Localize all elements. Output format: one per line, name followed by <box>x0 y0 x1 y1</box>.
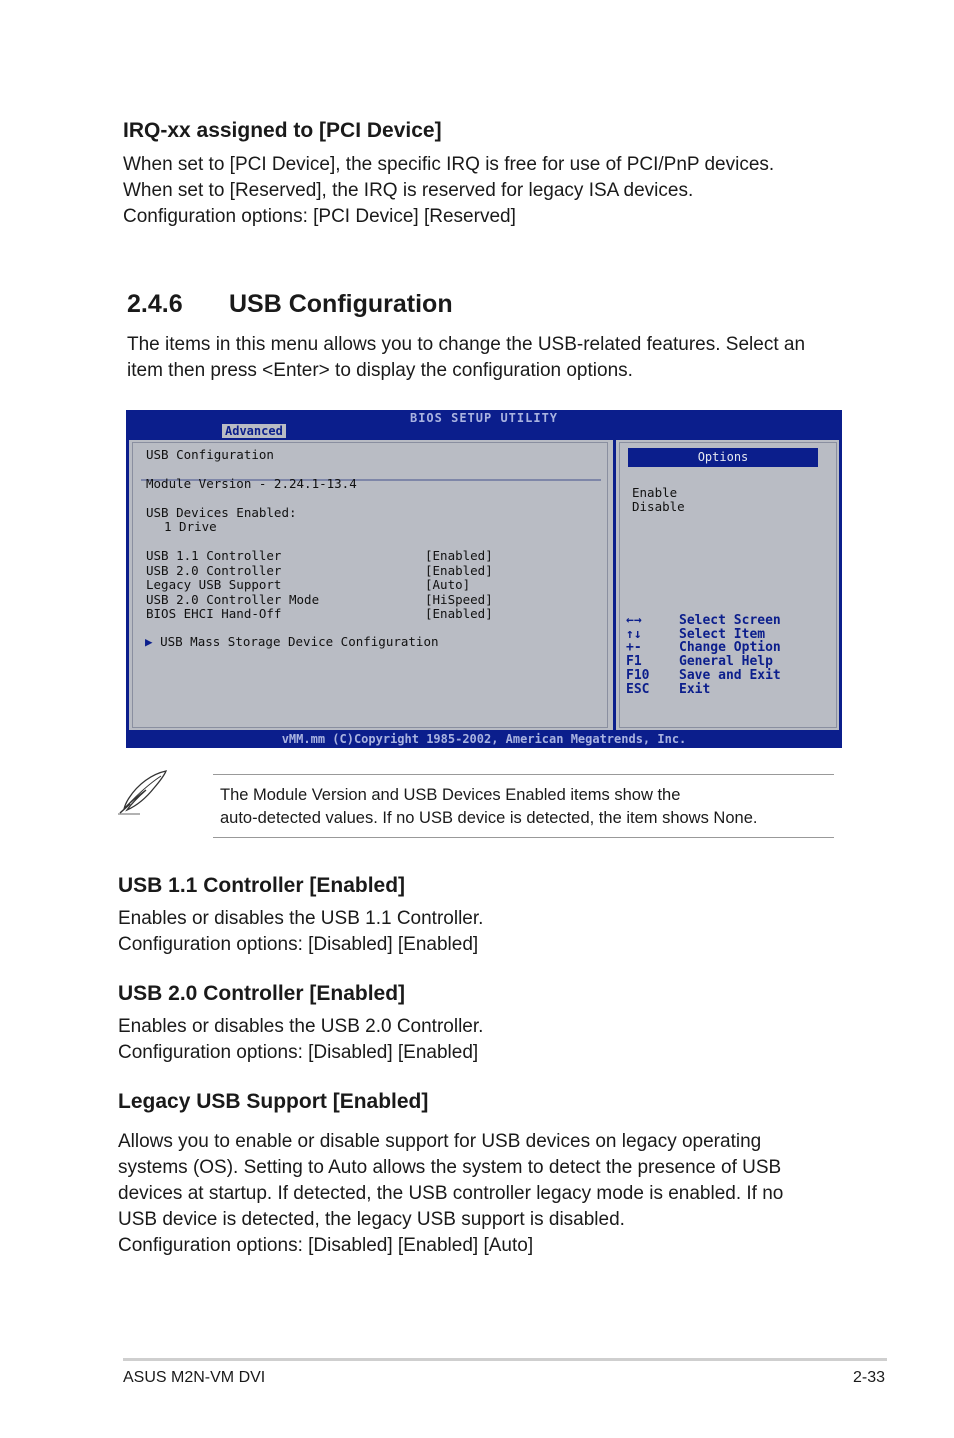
bios-item-usb20-mode-value[interactable]: [HiSpeed] <box>425 591 493 607</box>
legacy-line: Allows you to enable or disable support for USB devices on legacy operating <box>118 1131 762 1152</box>
key-f1-action: General Help <box>679 654 773 670</box>
bios-main-panel <box>129 440 839 730</box>
note-line: auto-detected values. If no USB device is detected, the item shows None. <box>220 809 758 827</box>
bios-item-legacy-value[interactable]: [Auto] <box>425 577 471 592</box>
legacy-line: systems (OS). Setting to Auto allows the system to detect the presence of USB <box>118 1157 782 1178</box>
legacy-description <box>118 1129 888 1259</box>
irq-line: When set to [PCI Device], the specific IRQ is free for use of PCI/PnP devices. <box>123 154 775 175</box>
bios-copyright: vMM.mm (C)Copyright 1985-2002, American Megatrends, Inc. <box>281 732 687 746</box>
key-esc: ESC <box>626 681 650 697</box>
key-left-right-action: Select Screen <box>679 613 781 628</box>
irq-line: Configuration options: [PCI Device] [Reserved] <box>123 206 516 227</box>
page-number: 2-33 <box>853 1369 886 1386</box>
key-f10-action: Save and Exit <box>679 667 781 683</box>
footer-product: ASUS M2N-VM DVI <box>123 1369 266 1386</box>
bios-title: BIOS SETUP UTILITY <box>409 411 559 425</box>
bios-item-ehci-value[interactable]: [Enabled] <box>425 606 493 621</box>
note-text <box>220 784 830 830</box>
key-plus-minus-action: Change Option <box>679 640 781 656</box>
usb11-line: Enables or disables the USB 1.1 Controller. <box>118 908 484 929</box>
section-number: 2.4.6 <box>127 290 183 318</box>
key-f1: F1 <box>626 654 642 670</box>
section-intro <box>127 332 867 384</box>
usb11-line: Configuration options: [Disabled] [Enabled] <box>118 934 479 955</box>
tab-advanced[interactable]: Advanced <box>222 424 286 438</box>
key-esc-action: Exit <box>679 681 711 697</box>
option-enable[interactable]: Enable <box>632 485 678 500</box>
legacy-line: devices at startup. If detected, the USB controller legacy mode is enabled. If no <box>118 1183 784 1204</box>
usb20-line: Enables or disables the USB 2.0 Controller. <box>118 1016 484 1037</box>
key-f10: F10 <box>626 667 650 683</box>
devices-enabled-label: USB Devices Enabled: <box>146 505 297 520</box>
submenu-usb-mass-storage[interactable] <box>145 635 439 650</box>
usb20-description <box>118 1014 878 1066</box>
bios-item-usb20-mode[interactable]: USB 2.0 Controller Mode <box>146 591 320 607</box>
bios-item-usb11[interactable]: USB 1.1 Controller <box>146 548 282 563</box>
key-up-down-action: Select Item <box>679 626 766 642</box>
bios-title-bar <box>126 410 842 440</box>
option-disable[interactable]: Disable <box>632 499 685 514</box>
bios-item-usb11-value[interactable]: [Enabled] <box>425 548 493 563</box>
bios-item-usb20[interactable]: USB 2.0 Controller <box>146 562 282 578</box>
intro-line: item then press <Enter> to display the configuration options. <box>127 360 633 381</box>
note-line: The Module Version and USB Devices Enabled items show the <box>220 786 681 804</box>
irq-heading: IRQ-xx assigned to [PCI Device] <box>123 119 442 142</box>
bios-item-usb20-value[interactable]: [Enabled] <box>425 562 493 578</box>
bios-item-legacy[interactable]: Legacy USB Support <box>146 577 282 592</box>
module-version: Module Version - 2.24.1-13.4 <box>146 476 357 491</box>
submenu-arrow-icon: ▶ <box>145 634 153 649</box>
usb11-description <box>118 906 878 958</box>
intro-line: The items in this menu allows you to change the USB-related features. Select an <box>127 334 806 355</box>
options-header: Options <box>628 448 818 467</box>
section-title: USB Configuration <box>229 290 453 318</box>
devices-enabled-value: 1 Drive <box>164 519 217 534</box>
key-up-down: ↑↓ <box>626 626 642 642</box>
key-plus-minus: +- <box>626 640 642 656</box>
usb20-heading: USB 2.0 Controller [Enabled] <box>118 982 406 1005</box>
legacy-heading: Legacy USB Support [Enabled] <box>118 1090 429 1113</box>
panel-divider <box>613 440 616 730</box>
irq-line: When set to [Reserved], the IRQ is reserved for legacy ISA devices. <box>123 180 694 201</box>
legacy-line: USB device is detected, the legacy USB support is disabled. <box>118 1209 625 1230</box>
key-left-right: ←→ <box>626 613 642 628</box>
usb11-heading: USB 1.1 Controller [Enabled] <box>118 874 406 897</box>
bios-screenshot <box>126 410 842 748</box>
bios-item-ehci[interactable]: BIOS EHCI Hand-Off <box>146 606 282 621</box>
note-bottom-rule <box>213 837 834 838</box>
note-top-rule <box>213 774 834 775</box>
irq-description <box>123 152 883 230</box>
usb20-line: Configuration options: [Disabled] [Enabled] <box>118 1042 479 1063</box>
footer-rule <box>123 1358 887 1361</box>
bios-menu-title: USB Configuration <box>146 447 274 462</box>
legacy-line: Configuration options: [Disabled] [Enabled] [Auto] <box>118 1235 534 1256</box>
feather-pen-icon <box>116 768 170 816</box>
submenu-label: USB Mass Storage Device Configuration <box>160 634 439 649</box>
